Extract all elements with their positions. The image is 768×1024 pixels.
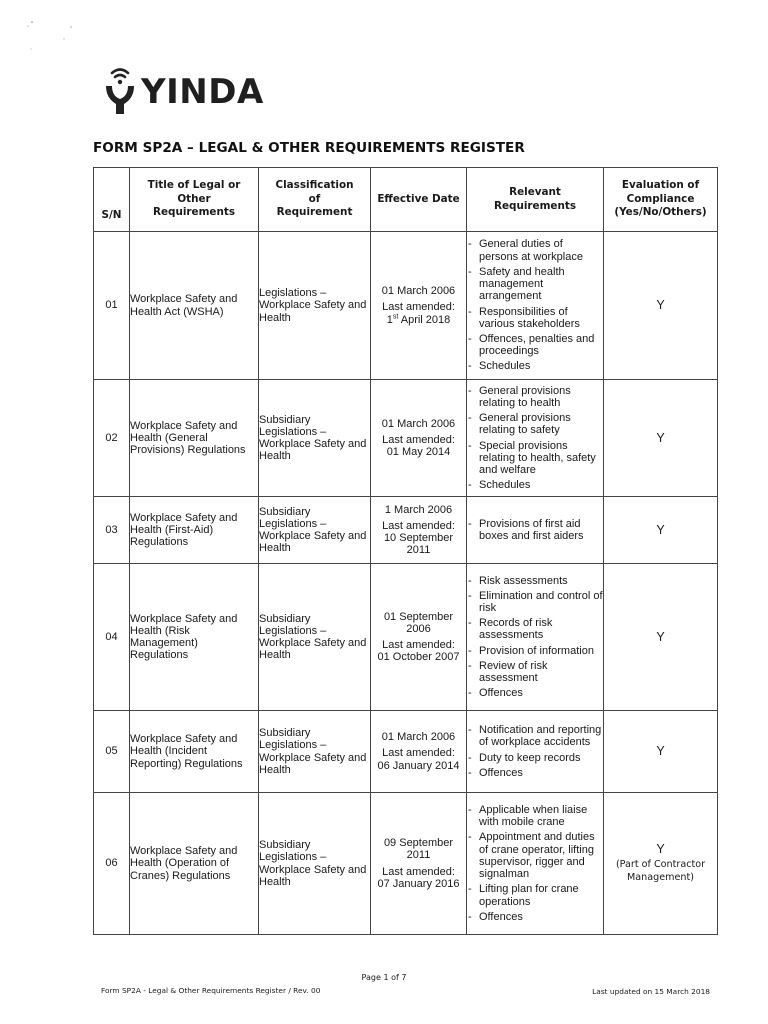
table-row: [94, 564, 718, 711]
row-evaluation: Y: [604, 711, 718, 793]
row-classification: Subsidiary Legislations – Workplace Safety and Health: [259, 564, 371, 711]
amended-date: 10 September 2011: [383, 532, 454, 557]
row-evaluation: Y (Part of Contractor Management): [604, 793, 718, 935]
page-number: Page 1 of 7: [361, 973, 407, 982]
requirement-item: - General provisions relating to health: [467, 385, 603, 409]
requirement-item: - Records of risk assessments: [467, 617, 603, 641]
effective-date: 01 March 2006: [381, 731, 456, 744]
row-sn: 05: [94, 711, 130, 793]
header-effective-date: Effective Date: [371, 168, 467, 232]
amended-label: Last amended:: [382, 639, 455, 651]
row-classification: Legislations – Workplace Safety and Health: [259, 232, 371, 380]
header-classification: Classification of Requirement: [259, 168, 371, 232]
row-title: Workplace Safety and Health (Incident Reporting) Regulations: [130, 711, 259, 793]
effective-date: 01 March 2006: [381, 417, 456, 430]
row-title: Workplace Safety and Health (General Provisions) Regulations: [130, 380, 259, 497]
row-sn: 06: [94, 793, 130, 935]
requirement-item: - Provision of information: [467, 645, 603, 657]
requirement-item: - Offences: [467, 911, 603, 923]
amended-date: 07 January 2016: [377, 877, 460, 890]
row-effective-date: [371, 232, 467, 380]
requirement-item: - Lifting plan for crane operations: [467, 883, 603, 907]
amended-date: 01 May 2014: [386, 446, 451, 459]
form-title: FORM SP2A – LEGAL & OTHER REQUIREMENTS REGISTER: [93, 140, 525, 156]
row-requirements: [467, 564, 604, 711]
requirement-item: - Responsibilities of various stakeholders: [467, 306, 603, 330]
requirement-item: - Safety and health management arrangement: [467, 266, 603, 303]
row-evaluation: Y: [604, 232, 718, 380]
row-effective-date: [371, 564, 467, 711]
header-relevant-requirements: Relevant Requirements: [467, 168, 604, 232]
amended-date: 1st April 2018: [386, 312, 451, 326]
row-requirements: [467, 497, 604, 564]
requirement-item: - Duty to keep records: [467, 752, 603, 764]
requirement-item: - Elimination and control of risk: [467, 590, 603, 614]
logo-wordmark: YINDA: [141, 72, 264, 112]
table-row: [94, 711, 718, 793]
amended-label: Last amended:: [382, 301, 455, 314]
header-title: Title of Legal or Other Requirements: [130, 168, 259, 232]
row-sn: 04: [94, 564, 130, 711]
row-title: Workplace Safety and Health (First-Aid) Regulations: [130, 497, 259, 564]
row-sn: 02: [94, 380, 130, 497]
row-requirements: [467, 232, 604, 380]
footer-form-reference: Form SP2A - Legal & Other Requirements Register / Rev. 00: [101, 986, 321, 995]
row-effective-date: [371, 711, 467, 793]
effective-date: 01 September 2006: [383, 610, 454, 635]
requirement-item: - Schedules: [467, 360, 603, 372]
requirement-item: - Provisions of first aid boxes and first aiders: [467, 518, 603, 542]
requirement-item: - General provisions relating to safety: [467, 412, 603, 436]
requirement-item: - Offences: [467, 687, 603, 699]
requirements-register-table: [93, 167, 718, 935]
requirement-item: - Appointment and duties of crane operator, lifting supervisor, rigger and signalman: [467, 831, 603, 880]
row-sn: 03: [94, 497, 130, 564]
requirement-item: - Special provisions relating to health, safety and welfare: [467, 440, 603, 477]
row-effective-date: [371, 380, 467, 497]
requirement-item: - Offences, penalties and proceedings: [467, 333, 603, 357]
table-row: [94, 380, 718, 497]
row-effective-date: [371, 497, 467, 564]
scan-specks: [20, 14, 80, 54]
table-row: [94, 232, 718, 380]
requirement-item: - Offences: [467, 767, 603, 779]
row-classification: Subsidiary Legislations – Workplace Safety and Health: [259, 711, 371, 793]
amended-date: 01 October 2007: [377, 651, 460, 664]
row-evaluation: Y: [604, 497, 718, 564]
company-logo: [103, 64, 264, 116]
table-row: [94, 497, 718, 564]
requirement-item: - Review of risk assessment: [467, 660, 603, 684]
requirement-item: - Risk assessments: [467, 575, 603, 587]
row-requirements: [467, 793, 604, 935]
amended-date: 06 January 2014: [377, 759, 460, 772]
effective-date: 09 September 2011: [383, 837, 454, 862]
row-title: Workplace Safety and Health (Operation of Cranes) Regulations: [130, 793, 259, 935]
row-evaluation: Y: [604, 380, 718, 497]
amended-label: Last amended:: [382, 519, 455, 532]
row-sn: 01: [94, 232, 130, 380]
row-classification: Subsidiary Legislations – Workplace Safety and Health: [259, 793, 371, 935]
amended-label: Last amended:: [382, 747, 455, 760]
effective-date: 1 March 2006: [384, 503, 453, 516]
row-requirements: [467, 380, 604, 497]
requirement-item: - Notification and reporting of workplace accidents: [467, 724, 603, 748]
row-evaluation: Y: [604, 564, 718, 711]
yinda-logo-icon: [103, 64, 137, 116]
effective-date: 01 March 2006: [381, 285, 456, 298]
table-row: [94, 793, 718, 935]
row-title: Workplace Safety and Health Act (WSHA): [130, 232, 259, 380]
evaluation-note: (Part of Contractor Management): [615, 858, 706, 883]
row-classification: Subsidiary Legislations – Workplace Safety and Health: [259, 497, 371, 564]
amended-label: Last amended:: [382, 865, 455, 878]
row-requirements: [467, 711, 604, 793]
footer-last-updated: Last updated on 15 March 2018: [592, 987, 710, 996]
requirement-item: - Applicable when liaise with mobile crane: [467, 804, 603, 828]
requirement-item: - Schedules: [467, 479, 603, 491]
amended-label: Last amended:: [382, 433, 455, 446]
row-title: Workplace Safety and Health (Risk Management) Regulations: [130, 564, 259, 711]
table-header-row: [94, 168, 718, 232]
requirement-item: - General duties of persons at workplace: [467, 238, 603, 262]
row-classification: Subsidiary Legislations – Workplace Safety and Health: [259, 380, 371, 497]
header-sn: S/N: [94, 168, 130, 232]
row-effective-date: [371, 793, 467, 935]
header-evaluation: Evaluation of Compliance (Yes/No/Others): [604, 168, 718, 232]
